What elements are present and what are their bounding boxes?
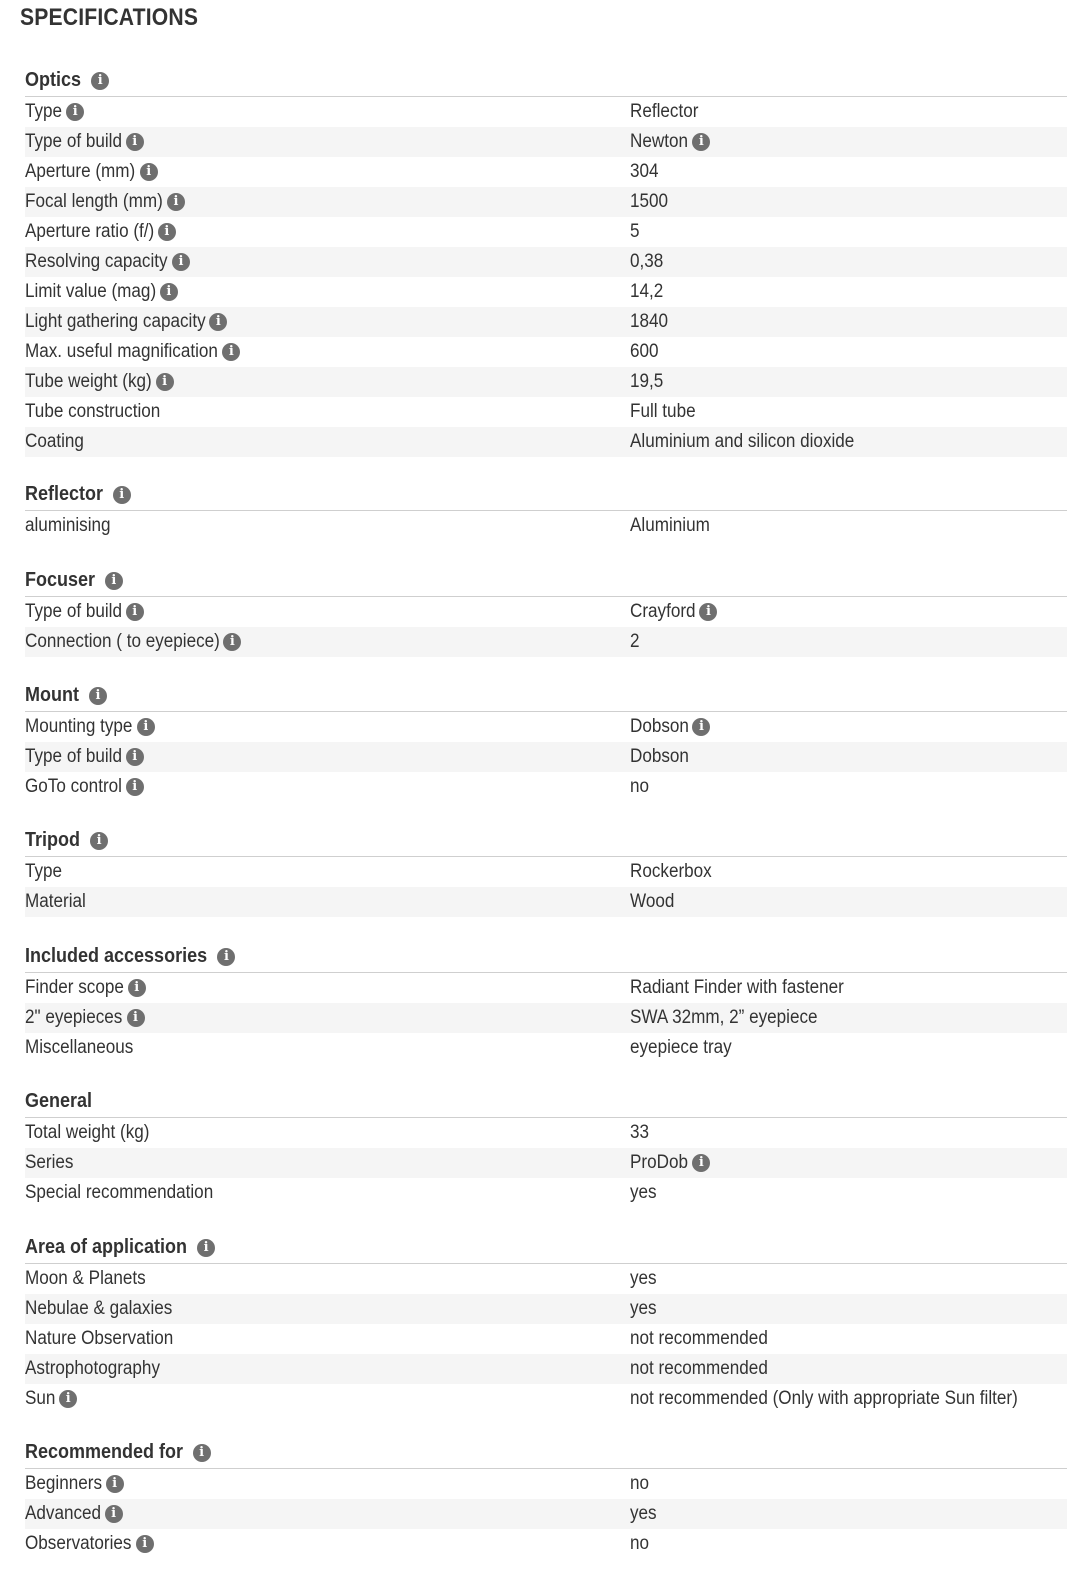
spec-row [25, 1354, 1067, 1384]
spec-row [25, 247, 1067, 277]
section-title: Recommended for [25, 1441, 184, 1463]
section-reflector [25, 477, 1067, 541]
section-tripod [25, 823, 1067, 917]
spec-value-text: 600 [630, 341, 659, 362]
spec-label [25, 161, 630, 183]
spec-label-text: Miscellaneous [25, 1037, 134, 1058]
section-header [25, 477, 1067, 511]
spec-row [25, 187, 1067, 217]
spec-row [25, 1324, 1067, 1354]
spec-label [25, 1388, 630, 1410]
spec-value [630, 1328, 1067, 1350]
spec-label [25, 716, 630, 738]
spec-label [25, 977, 630, 999]
spec-label [25, 746, 630, 768]
spec-row [25, 597, 1067, 627]
spec-label [25, 1328, 630, 1350]
spec-row [25, 97, 1067, 127]
section-title: Focuser [25, 569, 96, 591]
section-header [25, 939, 1067, 973]
info-icon[interactable]: i [126, 748, 144, 766]
info-icon[interactable]: i [217, 948, 235, 966]
spec-value [630, 341, 1067, 363]
spec-label [25, 1503, 630, 1525]
section-header [25, 1435, 1067, 1469]
section-header [25, 1230, 1067, 1264]
spec-label-text: Light gathering capacity [25, 311, 206, 332]
spec-label [25, 251, 630, 273]
info-icon[interactable]: i [172, 253, 190, 271]
info-icon[interactable]: i [197, 1239, 215, 1257]
spec-value-text: eyepiece tray [630, 1037, 732, 1058]
info-icon[interactable]: i [126, 603, 144, 621]
spec-label [25, 221, 630, 243]
spec-label-text: Connection ( to eyepiece) [25, 631, 220, 652]
spec-value-text: Rockerbox [630, 861, 712, 882]
info-icon[interactable]: i [160, 283, 178, 301]
spec-row [25, 307, 1067, 337]
spec-label [25, 1268, 630, 1290]
spec-label-text: Type [25, 861, 63, 882]
info-icon[interactable]: i [209, 313, 227, 331]
spec-value [630, 131, 1067, 153]
spec-value-text: no [630, 1473, 650, 1494]
spec-label-text: Type [25, 101, 63, 122]
spec-label [25, 601, 630, 623]
spec-value [630, 251, 1067, 273]
section-title: Mount [25, 684, 79, 706]
spec-value-text: yes [630, 1182, 657, 1203]
info-icon[interactable]: i [692, 718, 710, 736]
spec-value [630, 1503, 1067, 1525]
page-title: SPECIFICATIONS [20, 4, 199, 31]
spec-row [25, 1529, 1067, 1559]
spec-value [630, 977, 1067, 999]
spec-row [25, 1178, 1067, 1208]
spec-row [25, 1499, 1067, 1529]
spec-value-text: not recommended (Only with appropriate Sun filter) [630, 1388, 1018, 1409]
spec-value-text: Crayford [630, 601, 696, 622]
spec-row [25, 1264, 1067, 1294]
spec-label-text: Focal length (mm) [25, 191, 163, 212]
spec-value [630, 1358, 1067, 1380]
spec-row [25, 627, 1067, 657]
spec-label-text: Sun [25, 1388, 56, 1409]
spec-label-text: Type of build [25, 601, 122, 622]
spec-label [25, 1298, 630, 1320]
spec-value-text: Aluminium [630, 515, 710, 536]
spec-label [25, 1122, 630, 1144]
section-area-of-application [25, 1230, 1067, 1414]
spec-row [25, 887, 1067, 917]
spec-row [25, 1469, 1067, 1499]
spec-label-text: Tube construction [25, 401, 161, 422]
spec-value-text: 33 [630, 1122, 650, 1143]
spec-value [630, 1473, 1067, 1495]
info-icon[interactable]: i [90, 832, 108, 850]
info-icon[interactable]: i [91, 72, 109, 90]
spec-label [25, 515, 630, 537]
info-icon[interactable]: i [127, 1009, 145, 1027]
spec-value-text: 2 [630, 631, 640, 652]
spec-label [25, 1182, 630, 1204]
spec-row [25, 712, 1067, 742]
spec-row [25, 742, 1067, 772]
spec-label [25, 1152, 630, 1174]
spec-row [25, 367, 1067, 397]
spec-value [630, 716, 1067, 738]
spec-label [25, 191, 630, 213]
spec-value-text: not recommended [630, 1328, 768, 1349]
spec-value [630, 371, 1067, 393]
info-icon[interactable]: i [140, 163, 158, 181]
spec-label [25, 1473, 630, 1495]
info-icon[interactable]: i [692, 1154, 710, 1172]
spec-value [630, 281, 1067, 303]
spec-value-text: Reflector [630, 101, 699, 122]
info-icon[interactable]: i [222, 343, 240, 361]
spec-label-text: Nature Observation [25, 1328, 174, 1349]
spec-value-text: 1840 [630, 311, 669, 332]
spec-value [630, 601, 1067, 623]
section-title: Reflector [25, 483, 104, 505]
spec-value [630, 1152, 1067, 1174]
spec-row [25, 1003, 1067, 1033]
info-icon[interactable]: i [105, 572, 123, 590]
spec-label-text: Moon & Planets [25, 1268, 146, 1289]
spec-label [25, 1358, 630, 1380]
info-icon[interactable]: i [128, 979, 146, 997]
spec-label-text: Coating [25, 431, 84, 452]
spec-row [25, 973, 1067, 1003]
spec-label-text: Nebulae & galaxies [25, 1298, 173, 1319]
spec-label-text: Special recommendation [25, 1182, 214, 1203]
spec-label-text: Finder scope [25, 977, 124, 998]
spec-label [25, 101, 630, 123]
spec-label-text: Advanced [25, 1503, 102, 1524]
info-icon[interactable]: i [167, 193, 185, 211]
spec-value-text: yes [630, 1268, 657, 1289]
spec-value [630, 221, 1067, 243]
spec-value [630, 631, 1067, 653]
spec-value [630, 101, 1067, 123]
spec-value-text: 5 [630, 221, 640, 242]
spec-label-text: Type of build [25, 131, 122, 152]
spec-label-text: Total weight (kg) [25, 1122, 150, 1143]
spec-label [25, 281, 630, 303]
info-icon[interactable]: i [158, 223, 176, 241]
section-mount [25, 678, 1067, 802]
section-title: Tripod [25, 829, 80, 851]
spec-value-text: 304 [630, 161, 659, 182]
spec-label-text: Type of build [25, 746, 122, 767]
spec-value-text: Dobson [630, 716, 689, 737]
spec-value [630, 311, 1067, 333]
info-icon[interactable]: i [113, 486, 131, 504]
spec-label-text: Resolving capacity [25, 251, 168, 272]
section-header [25, 63, 1067, 97]
spec-value [630, 1007, 1067, 1029]
spec-value [630, 1037, 1067, 1059]
section-header [25, 1084, 1067, 1118]
spec-label-text: Aperture (mm) [25, 161, 136, 182]
spec-value-text: yes [630, 1298, 657, 1319]
spec-value-text: Full tube [630, 401, 696, 422]
spec-value-text: 1500 [630, 191, 669, 212]
spec-label-text: Aperture ratio (f/) [25, 221, 155, 242]
spec-label [25, 891, 630, 913]
spec-row [25, 1148, 1067, 1178]
spec-value [630, 1298, 1067, 1320]
spec-row [25, 772, 1067, 802]
spec-value [630, 1388, 1067, 1410]
spec-label-text: Series [25, 1152, 74, 1173]
spec-value [630, 161, 1067, 183]
spec-label-text: Material [25, 891, 86, 912]
info-icon[interactable]: i [105, 1505, 123, 1523]
spec-label [25, 861, 630, 883]
spec-row [25, 277, 1067, 307]
spec-value-text: not recommended [630, 1358, 768, 1379]
info-icon[interactable]: i [223, 633, 241, 651]
spec-value-text: Newton [630, 131, 688, 152]
section-header [25, 823, 1067, 857]
spec-value [630, 431, 1067, 453]
spec-value [630, 1268, 1067, 1290]
spec-value-text: 14,2 [630, 281, 664, 302]
spec-label [25, 1533, 630, 1555]
info-icon[interactable]: i [137, 718, 155, 736]
section-optics [25, 63, 1067, 457]
section-included-accessories [25, 939, 1067, 1063]
spec-label-text: Astrophotography [25, 1358, 160, 1379]
spec-label-text: Beginners [25, 1473, 103, 1494]
spec-value-text: 19,5 [630, 371, 664, 392]
spec-value-text: ProDob [630, 1152, 688, 1173]
section-title: Optics [25, 69, 82, 91]
info-icon[interactable]: i [699, 603, 717, 621]
spec-row [25, 1033, 1067, 1063]
spec-row [25, 857, 1067, 887]
spec-label-text: Limit value (mag) [25, 281, 157, 302]
section-header [25, 563, 1067, 597]
spec-value [630, 401, 1067, 423]
section-focuser [25, 563, 1067, 657]
info-icon[interactable]: i [66, 103, 84, 121]
spec-row [25, 427, 1067, 457]
info-icon[interactable]: i [136, 1535, 154, 1553]
spec-label [25, 371, 630, 393]
spec-row [25, 127, 1067, 157]
spec-label-text: Tube weight (kg) [25, 371, 152, 392]
spec-row [25, 511, 1067, 541]
spec-row [25, 397, 1067, 427]
spec-value-text: no [630, 776, 650, 797]
spec-label-text: Mounting type [25, 716, 133, 737]
spec-label-text: aluminising [25, 515, 111, 536]
spec-value-text: Dobson [630, 746, 689, 767]
spec-label-text: Max. useful magnification [25, 341, 218, 362]
section-header [25, 678, 1067, 712]
spec-label [25, 1007, 630, 1029]
spec-value [630, 861, 1067, 883]
spec-value-text: Aluminium and silicon dioxide [630, 431, 855, 452]
spec-value [630, 1533, 1067, 1555]
spec-value [630, 891, 1067, 913]
info-icon[interactable]: i [156, 373, 174, 391]
spec-value [630, 746, 1067, 768]
spec-row [25, 337, 1067, 367]
info-icon[interactable]: i [89, 687, 107, 705]
info-icon[interactable]: i [193, 1444, 211, 1462]
spec-value-text: yes [630, 1503, 657, 1524]
spec-label [25, 631, 630, 653]
info-icon[interactable]: i [106, 1475, 124, 1493]
spec-value-text: 0,38 [630, 251, 664, 272]
section-recommended-for [25, 1435, 1067, 1559]
spec-value [630, 1122, 1067, 1144]
spec-value [630, 776, 1067, 798]
spec-value [630, 191, 1067, 213]
spec-label [25, 1037, 630, 1059]
spec-row [25, 217, 1067, 247]
spec-value-text: Radiant Finder with fastener [630, 977, 844, 998]
spec-row [25, 157, 1067, 187]
section-title: Included accessories [25, 945, 208, 967]
spec-value-text: Wood [630, 891, 675, 912]
info-icon[interactable]: i [126, 133, 144, 151]
spec-row [25, 1118, 1067, 1148]
spec-label [25, 311, 630, 333]
spec-row [25, 1294, 1067, 1324]
spec-label [25, 431, 630, 453]
spec-value [630, 1182, 1067, 1204]
info-icon[interactable]: i [59, 1390, 77, 1408]
info-icon[interactable]: i [692, 133, 710, 151]
section-general [25, 1084, 1067, 1208]
info-icon[interactable]: i [126, 778, 144, 796]
spec-label [25, 401, 630, 423]
spec-label [25, 131, 630, 153]
spec-label [25, 776, 630, 798]
spec-label-text: Observatories [25, 1533, 132, 1554]
spec-value [630, 515, 1067, 537]
spec-value-text: SWA 32mm, 2” eyepiece [630, 1007, 818, 1028]
spec-row [25, 1384, 1067, 1414]
spec-label [25, 341, 630, 363]
spec-value-text: no [630, 1533, 650, 1554]
spec-label-text: 2" eyepieces [25, 1007, 123, 1028]
section-title: Area of application [25, 1236, 188, 1258]
section-title: General [25, 1090, 93, 1112]
spec-label-text: GoTo control [25, 776, 122, 797]
